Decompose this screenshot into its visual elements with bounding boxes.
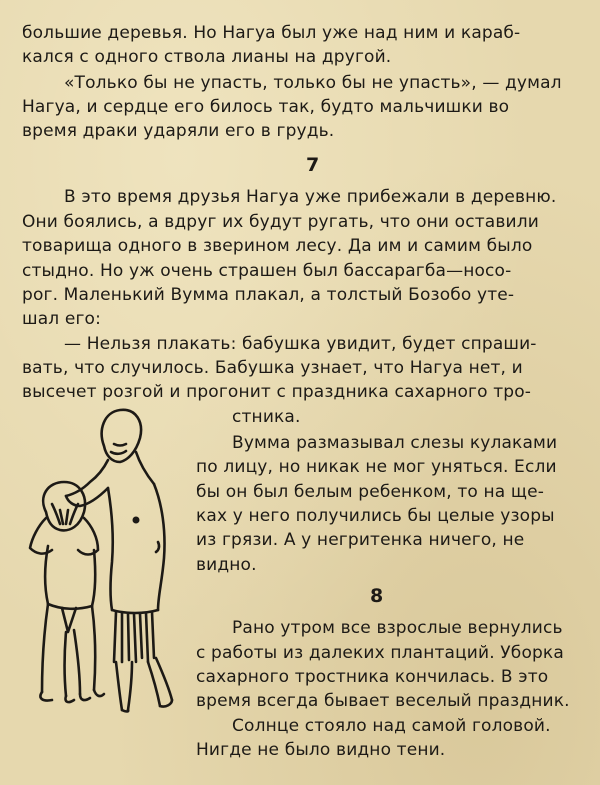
illustration-figures	[8, 400, 190, 720]
text-line: «Только бы не упасть, только бы не упасть», — думал	[64, 73, 562, 93]
text-line: рог. Маленький Вумма плакал, а толстый Бозобо уте-	[22, 285, 515, 305]
adult-figure	[66, 410, 172, 712]
text-line: Нагуа, и сердце его билось так, будто мальчишки во	[22, 97, 510, 117]
text-line: время драки ударяли его в грудь.	[22, 121, 335, 141]
text-line: стыдно. Но уж очень страшен был бассарагба—носо-	[22, 261, 512, 281]
text-line: Они боялись, а вдруг их будут ругать, что они оставили	[22, 212, 539, 232]
text-line: видно.	[196, 555, 257, 575]
text-line: вать, что случилось. Бабушка узнает, что Нагуа нет, и	[22, 358, 523, 378]
section-number: 7	[306, 154, 320, 176]
text-line: Солнце стояло над самой головой.	[232, 716, 551, 736]
text-line: сахарного тростника кончилась. В это	[196, 667, 549, 687]
text-line: время всегда бывает веселый праздник.	[196, 691, 570, 711]
child-figure	[30, 482, 104, 702]
text-line: шал его:	[22, 309, 101, 329]
text-line: с работы из далеких плантаций. Уборка	[196, 643, 564, 663]
text-line: Вумма размазывал слезы кулаками	[232, 433, 558, 453]
text-line: по лицу, но никак не мог уняться. Если	[196, 457, 557, 477]
text-line: Нигде не было видно тени.	[196, 740, 446, 760]
text-line: из грязи. А у негритенка ничего, не	[196, 530, 525, 550]
text-line: кался с одного ствола лианы на другой.	[22, 47, 392, 67]
text-line: бы он был белым ребенком, то на ще-	[196, 482, 544, 502]
text-line: — Нельзя плакать: бабушка увидит, будет спраши-	[64, 334, 537, 354]
text-line: товарища одного в зверином лесу. Да им и самим было	[22, 236, 533, 256]
text-line: В это время друзья Нагуа уже прибежали в деревню.	[64, 187, 557, 207]
text-line: большие деревья. Но Нагуа был уже над ним и караб-	[22, 23, 521, 43]
text-line: высечет розгой и прогонит с праздника сахарного тро-	[22, 382, 532, 402]
text-line: ках у него получились бы целые узоры	[196, 506, 555, 526]
text-line: Рано утром все взрослые вернулись	[232, 618, 563, 638]
section-number: 8	[370, 585, 384, 607]
text-line: стника.	[232, 407, 301, 427]
